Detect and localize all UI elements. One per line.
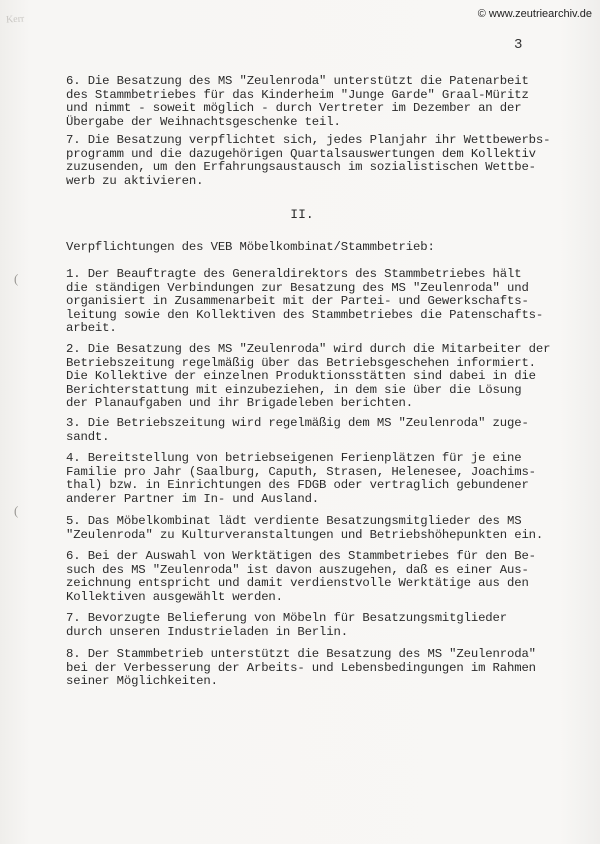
text-line: 8. Der Stammbetrieb unterstützt die Besatzung des MS "Zeulenroda" — [66, 647, 536, 661]
text-line: Verpflichtungen des VEB Möbelkombinat/Stammbetrieb: — [66, 240, 435, 254]
text-line: 7. Bevorzugte Belieferung von Möbeln für Besatzungsmitglieder — [66, 611, 507, 625]
text-line: zuzusenden, um den Erfahrungsaustausch im sozialistischen Wettbe- — [66, 160, 536, 175]
text-line: organisiert in Zusammenarbeit mit der Partei- und Gewerkschafts- — [66, 294, 529, 309]
paragraph-6-crew — [66, 75, 566, 129]
text-line: Übergabe der Weihnachtsgeschenke teil. — [66, 114, 341, 129]
page-number: 3 — [514, 37, 523, 53]
text-line: 2. Die Besatzung des MS "Zeulenroda" wird durch die Mitarbeiter der — [66, 342, 551, 356]
paragraph-5 — [66, 515, 566, 542]
paragraph-4 — [66, 452, 566, 506]
text-line: "Zeulenroda" zu Kulturveranstaltungen und Betriebshöhepunkten ein. — [66, 527, 544, 542]
text-line: Berichterstattung mit einzubeziehen, in dem sie über die Lösung — [66, 382, 522, 397]
paragraph-1 — [66, 268, 566, 336]
paragraph-2 — [66, 343, 566, 411]
text-line: programm und die dazugehörigen Quartalsauswertungen dem Kollektiv — [66, 146, 536, 161]
text-line: leitung sowie den Kollektiven des Stammbetriebes die Patenschafts- — [66, 307, 544, 322]
paragraph-6 — [66, 550, 566, 604]
text-line: 6. Die Besatzung des MS "Zeulenroda" unterstützt die Patenarbeit — [66, 74, 529, 88]
text-line: thal) bzw. in Einrichtungen des FDGB oder vertraglich gebundener — [66, 478, 529, 493]
text-line: arbeit. — [66, 321, 117, 336]
text-line: zeichnung entspricht und damit verdienstvolle Werktätige aus den — [66, 576, 529, 591]
margin-punch-mark: ( — [14, 271, 19, 286]
text-line: 7. Die Besatzung verpflichtet sich, jedes Planjahr ihr Wettbewerbs- — [66, 133, 551, 147]
text-line: 6. Bei der Auswahl von Werktätigen des Stammbetriebes für den Be- — [66, 549, 536, 563]
text-line: 4. Bereitstellung von betriebseigenen Ferienplätzen für je eine — [66, 451, 522, 465]
text-line: Familie pro Jahr (Saalburg, Caputh, Strasen, Helenesee, Joachims- — [66, 464, 536, 479]
faint-handwritten-mark: Kerr — [5, 13, 25, 26]
text-line: seiner Möglichkeiten. — [66, 674, 218, 689]
text-line: Die Kollektive der einzelnen Produktionsstätten sind dabei in die — [66, 369, 536, 384]
text-line: werb zu aktivieren. — [66, 173, 204, 188]
text-line: bei der Verbesserung der Arbeits- und Lebensbedingungen im Rahmen — [66, 660, 536, 675]
text-line: Betriebszeitung regelmäßig über das Betriebsgeschehen informiert. — [66, 355, 536, 370]
text-line: durch unseren Industrieladen in Berlin. — [66, 624, 348, 639]
text-line: die ständigen Verbindungen zur Besatzung des MS "Zeulenroda" und — [66, 280, 529, 295]
text-line: Kollektiven ausgewählt werden. — [66, 589, 283, 604]
copyright-watermark: © www.zeutriearchiv.de — [477, 8, 592, 20]
text-line: anderer Partner im In- und Ausland. — [66, 491, 320, 506]
section-heading: II. — [290, 207, 314, 222]
text-line: des Stammbetriebes für das Kinderheim "Junge Garde" Graal-Müritz — [66, 87, 529, 102]
text-line: 3. Die Betriebszeitung wird regelmäßig dem MS "Zeulenroda" zuge- — [66, 416, 529, 430]
text-line: such des MS "Zeulenroda" ist davon auszugehen, daß es einer Aus- — [66, 562, 529, 577]
text-line: 1. Der Beauftragte des Generaldirektors des Stammbetriebes hält — [66, 267, 522, 281]
text-line: 5. Das Möbelkombinat lädt verdiente Besatzungsmitglieder des MS — [66, 514, 522, 528]
section-intro — [66, 241, 566, 255]
margin-punch-mark: ( — [14, 503, 19, 518]
text-line: und nimmt - soweit möglich - durch Vertreter im Dezember an der — [66, 101, 522, 116]
paragraph-7 — [66, 612, 566, 639]
paragraph-7-crew — [66, 134, 566, 188]
paragraph-3 — [66, 417, 566, 444]
text-line: sandt. — [66, 429, 110, 444]
text-line: der Planaufgaben und ihr Brigadeleben berichten. — [66, 396, 414, 411]
paragraph-8 — [66, 648, 566, 689]
